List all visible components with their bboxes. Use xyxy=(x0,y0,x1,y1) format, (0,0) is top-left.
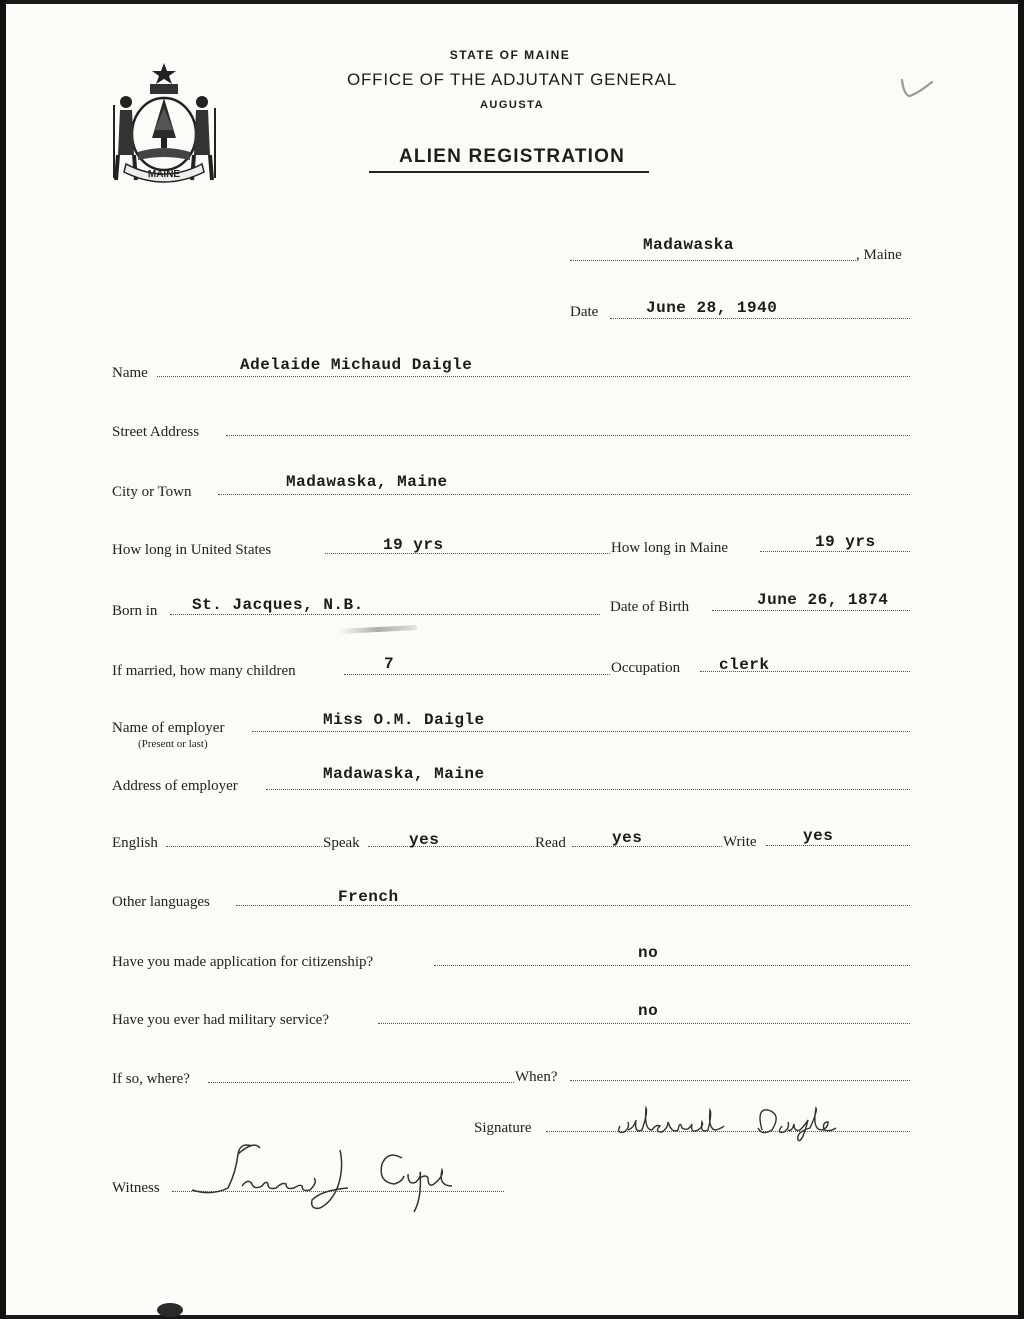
city-heading: AUGUSTA xyxy=(479,99,545,111)
english-line xyxy=(166,846,322,847)
city-value: Madawaska, Maine xyxy=(286,473,448,491)
location-value: Madawaska xyxy=(643,236,734,254)
write-label: Write xyxy=(723,834,757,850)
write-line xyxy=(766,845,910,846)
date-value: June 28, 1940 xyxy=(646,299,778,317)
ink-blot xyxy=(157,1303,183,1317)
citizenship-value: no xyxy=(638,944,659,962)
witness-signature-image xyxy=(182,1138,482,1218)
how-long-maine-label: How long in Maine xyxy=(611,540,729,556)
occupation-label: Occupation xyxy=(611,660,681,676)
street-line xyxy=(226,435,910,436)
witness-label: Witness xyxy=(112,1180,160,1196)
location-suffix: , Maine xyxy=(856,247,902,263)
employer-address-value: Madawaska, Maine xyxy=(323,765,485,783)
other-languages-label: Other languages xyxy=(112,894,210,910)
name-line xyxy=(157,376,910,377)
speak-line xyxy=(368,846,534,847)
how-long-maine-value: 19 yrs xyxy=(815,533,876,551)
write-value: yes xyxy=(803,827,834,845)
children-value: 7 xyxy=(384,655,395,673)
read-value: yes xyxy=(612,829,643,847)
signature-label: Signature xyxy=(474,1120,532,1136)
occupation-value: clerk xyxy=(719,656,770,674)
citizenship-line xyxy=(434,965,910,966)
location-line xyxy=(570,260,856,261)
state-heading: STATE OF MAINE xyxy=(449,48,571,62)
date-of-birth-label: Date of Birth xyxy=(610,599,690,615)
how-long-us-label: How long in United States xyxy=(112,542,272,558)
office-heading: OFFICE OF THE ADJUTANT GENERAL xyxy=(346,70,678,89)
city-line xyxy=(218,494,910,495)
read-line xyxy=(572,846,722,847)
date-of-birth-line xyxy=(712,610,910,611)
name-label: Name xyxy=(112,365,148,381)
street-label: Street Address xyxy=(112,424,200,440)
employer-address-line xyxy=(266,789,910,790)
employer-sublabel: (Present or last) xyxy=(138,738,208,750)
other-languages-value: French xyxy=(338,888,399,906)
military-label: Have you ever had military service? xyxy=(112,1012,329,1028)
military-line xyxy=(378,1023,910,1024)
scan-border-right xyxy=(1018,0,1024,1319)
employer-label: Name of employer xyxy=(112,720,225,736)
children-label: If married, how many children xyxy=(112,663,296,679)
title-underline xyxy=(369,171,649,173)
city-label: City or Town xyxy=(112,484,192,500)
how-long-us-value: 19 yrs xyxy=(383,536,444,554)
read-label: Read xyxy=(535,835,566,851)
military-value: no xyxy=(638,1002,659,1020)
date-of-birth-value: June 26, 1874 xyxy=(757,591,889,609)
citizenship-label: Have you made application for citizenship? xyxy=(112,954,374,970)
employer-value: Miss O.M. Daigle xyxy=(323,711,485,729)
when-label: When? xyxy=(515,1069,558,1085)
name-value: Adelaide Michaud Daigle xyxy=(240,356,473,374)
applicant-signature-image xyxy=(612,1100,882,1144)
form-title: ALIEN REGISTRATION xyxy=(398,146,626,167)
date-label: Date xyxy=(570,304,599,320)
how-long-maine-line xyxy=(760,551,910,552)
where-line xyxy=(208,1082,514,1083)
how-long-us-line xyxy=(325,553,610,554)
speak-value: yes xyxy=(409,831,440,849)
seal-banner-text: MAINE xyxy=(147,169,181,180)
english-label: English xyxy=(112,835,158,851)
born-in-value: St. Jacques, N.B. xyxy=(192,596,364,614)
when-line xyxy=(570,1080,910,1081)
born-in-label: Born in xyxy=(112,603,158,619)
children-line xyxy=(344,674,610,675)
speak-label: Speak xyxy=(323,835,360,851)
born-in-line xyxy=(170,614,600,615)
date-line xyxy=(610,318,910,319)
employer-line xyxy=(252,731,910,732)
employer-address-label: Address of employer xyxy=(112,778,238,794)
where-label: If so, where? xyxy=(112,1071,190,1087)
